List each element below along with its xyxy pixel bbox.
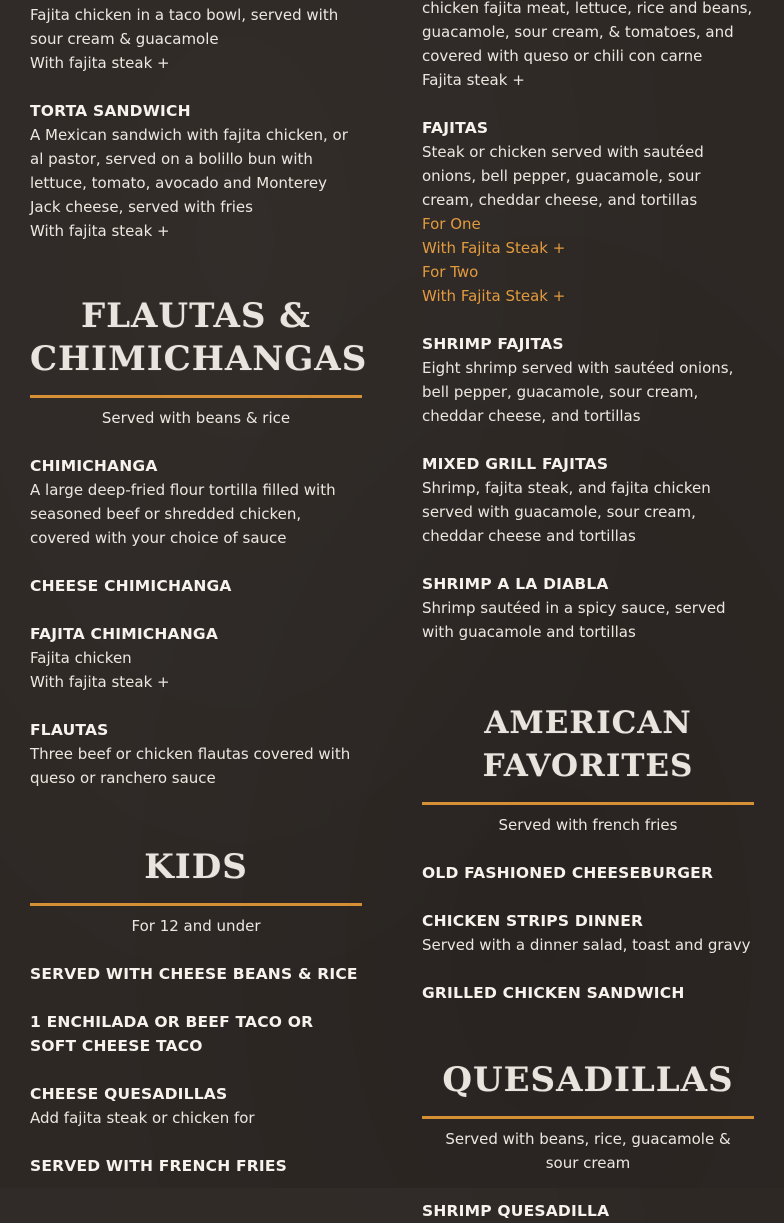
section-title-american-favorites: AMERICAN FAVORITES (482, 705, 694, 784)
section-title-quesadillas: QUESADILLAS (442, 1060, 734, 1100)
flautas-section-header (30, 295, 368, 381)
flautas-description: Three beef or chicken flautas covered with queso or ranchero sauce (30, 745, 351, 787)
fajitas-option-two-steak: With Fajita Steak + (422, 287, 566, 305)
chicken-strips-name: CHICKEN STRIPS DINNER (422, 912, 644, 930)
section-title-flautas-line1: FLAUTAS & (81, 296, 311, 336)
section-title-flautas-line2: CHIMICHANGAS (30, 339, 368, 379)
shrimp-fajitas-description: Eight shrimp served with sautéed onions, bell pepper, guacamole, sour cream, cheddar cheese, and tortillas (422, 359, 734, 425)
fajita-bowl-extra: Fajita steak + (422, 71, 525, 89)
quesadillas-section-note: Served with beans, rice, guacamole & sour cream (445, 1130, 731, 1172)
cheeseburger-name: OLD FASHIONED CHEESEBURGER (422, 864, 714, 882)
torta-sandwich-name: TORTA SANDWICH (30, 102, 191, 120)
american-section-note: Served with french fries (498, 816, 678, 834)
mixed-grill-fajitas-name: MIXED GRILL FAJITAS (422, 455, 609, 473)
fajitas-name: FAJITAS (422, 119, 489, 137)
shrimp-fajitas-name: SHRIMP FAJITAS (422, 335, 564, 353)
section-title-kids: KIDS (144, 847, 248, 887)
chimichanga-description: A large deep-fried flour tortilla filled with seasoned beef or shredded chicken, covered with your choice of sauce (30, 481, 336, 547)
mixed-grill-fajitas-description: Shrimp, fajita steak, and fajita chicken served with guacamole, sour cream, cheddar cheese and tortillas (422, 479, 711, 545)
kids-section-note: For 12 and under (131, 917, 261, 935)
right-column (422, 0, 754, 1223)
fajitas-description: Steak or chicken served with sautéed onions, bell pepper, guacamole, sour cream, cheddar cheese, and tortillas (422, 143, 704, 209)
shrimp-diabla-name: SHRIMP A LA DIABLA (422, 575, 609, 593)
fajitas-option-for-two: For Two (422, 263, 479, 281)
shrimp-diabla-description: Shrimp sautéed in a spicy sauce, served with guacamole and tortillas (422, 599, 726, 641)
kids-item-cheese-quesadillas-description: Add fajita steak or chicken for (30, 1109, 255, 1127)
kids-item-beans-rice: SERVED WITH CHEESE BEANS & RICE (30, 965, 358, 983)
torta-sandwich-description: A Mexican sandwich with fajita chicken, or al pastor, served on a bolillo bun with lettuce, tomato, avocado and Monterey Jack cheese, served with fries (30, 126, 348, 216)
flautas-name: FLAUTAS (30, 721, 109, 739)
fajita-bowl-description: chicken fajita meat, lettuce, rice and beans, guacamole, sour cream, & tomatoes, and covered with queso or chili con carne (422, 0, 753, 65)
fajita-chimichanga-name: FAJITA CHIMICHANGA (30, 625, 219, 643)
fajitas-option-one-steak: With Fajita Steak + (422, 239, 566, 257)
fajitas-option-for-one: For One (422, 215, 481, 233)
taco-bowl-extra: With fajita steak + (30, 54, 170, 72)
left-column (30, 0, 368, 1178)
taco-bowl-description: Fajita chicken in a taco bowl, served with sour cream & guacamole (30, 6, 339, 48)
shrimp-quesadilla-name: SHRIMP QUESADILLA (422, 1202, 610, 1220)
grilled-chicken-sandwich-name: GRILLED CHICKEN SANDWICH (422, 984, 685, 1002)
kids-item-french-fries: SERVED WITH FRENCH FRIES (30, 1157, 288, 1175)
cheese-chimichanga-name: CHEESE CHIMICHANGA (30, 577, 232, 595)
torta-sandwich-extra: With fajita steak + (30, 222, 170, 240)
fajita-chimichanga-description: Fajita chicken (30, 649, 132, 667)
chimichanga-name: CHIMICHANGA (30, 457, 158, 475)
fajita-chimichanga-extra: With fajita steak + (30, 673, 170, 691)
kids-item-enchilada-taco: 1 ENCHILADA OR BEEF TACO OR SOFT CHEESE TACO (30, 1013, 314, 1055)
kids-item-cheese-quesadillas: CHEESE QUESADILLAS (30, 1085, 228, 1103)
chicken-strips-description: Served with a dinner salad, toast and gravy (422, 936, 751, 954)
flautas-section-note: Served with beans & rice (101, 409, 291, 427)
